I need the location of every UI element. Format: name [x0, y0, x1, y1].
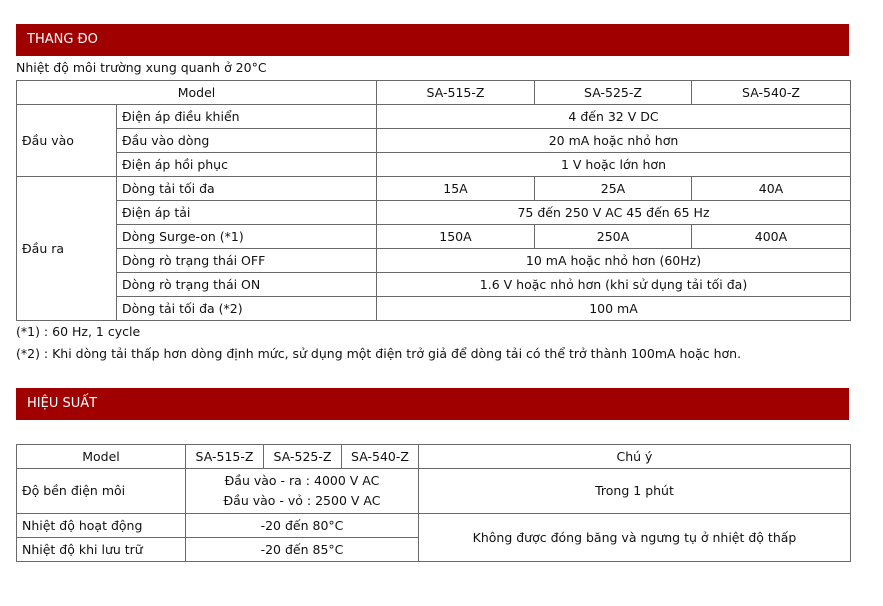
model-sa515: SA-515-Z: [377, 81, 535, 105]
row-value: 100 mA: [377, 297, 851, 321]
table-row: [17, 297, 851, 321]
table-row: [17, 469, 851, 514]
table-row: [17, 249, 851, 273]
table-row: [17, 105, 851, 129]
row-label: Điện áp tải: [117, 201, 377, 225]
row-value: 4 đến 32 V DC: [377, 105, 851, 129]
output-group-label: Đầu ra: [17, 177, 117, 321]
row-note: Trong 1 phút: [419, 469, 851, 514]
row-label: Độ bền điện môi: [17, 469, 186, 514]
cell-value: 250A: [535, 225, 692, 249]
model-sa525: SA-525-Z: [264, 445, 342, 469]
cell-value: 25A: [535, 177, 692, 201]
table-header-row: [17, 81, 851, 105]
row-value: 20 mA hoặc nhỏ hơn: [377, 129, 851, 153]
row-label: Đầu vào dòng: [117, 129, 377, 153]
table-header-row: [17, 445, 851, 469]
table-row: [17, 153, 851, 177]
row-label: Nhiệt độ hoạt động: [17, 514, 186, 538]
row-label: Dòng tải tối đa: [117, 177, 377, 201]
dielectric-values: [186, 469, 419, 514]
row-value: 10 mA hoặc nhỏ hơn (60Hz): [377, 249, 851, 273]
footnote-1: (*1) : 60 Hz, 1 cycle: [16, 324, 141, 339]
row-label: Điện áp điều khiển: [117, 105, 377, 129]
section-title: HIỆU SUẤT: [27, 396, 98, 411]
table-row: [17, 514, 851, 538]
model-sa515: SA-515-Z: [186, 445, 264, 469]
row-label: Dòng Surge-on (*1): [117, 225, 377, 249]
row-value: -20 đến 80°C: [186, 514, 419, 538]
row-label: Dòng rò trạng thái ON: [117, 273, 377, 297]
model-sa525: SA-525-Z: [535, 81, 692, 105]
row-label: Nhiệt độ khi lưu trữ: [17, 538, 186, 562]
model-header: Model: [17, 81, 377, 105]
row-value: 1.6 V hoặc nhỏ hơn (khi sử dụng tải tối đa): [377, 273, 851, 297]
row-label: Dòng tải tối đa (*2): [117, 297, 377, 321]
cell-value: 40A: [692, 177, 851, 201]
cell-value: 150A: [377, 225, 535, 249]
section-header-range: [16, 24, 849, 56]
section-title: THANG ĐO: [27, 32, 98, 47]
table-row: [17, 201, 851, 225]
ambient-note: Nhiệt độ môi trường xung quanh ở 20°C: [16, 60, 267, 75]
row-label: Dòng rò trạng thái OFF: [117, 249, 377, 273]
model-header: Model: [17, 445, 186, 469]
range-table: [16, 80, 851, 321]
row-value: 1 V hoặc lớn hơn: [377, 153, 851, 177]
performance-table: [16, 444, 851, 562]
cell-value: 400A: [692, 225, 851, 249]
dielectric-line-2: Đầu vào - vỏ : 2500 V AC: [223, 493, 381, 508]
footnote-2: (*2) : Khi dòng tải thấp hơn dòng định mức, sử dụng một điện trở giả để dòng tải có thể trở thành 100mA hoặc hơn.: [16, 346, 742, 361]
model-sa540: SA-540-Z: [692, 81, 851, 105]
row-value: 75 đến 250 V AC 45 đến 65 Hz: [377, 201, 851, 225]
table-row: [17, 225, 851, 249]
model-sa540: SA-540-Z: [342, 445, 419, 469]
row-label: Điện áp hồi phục: [117, 153, 377, 177]
table-row: [17, 177, 851, 201]
dielectric-line-1: Đầu vào - ra : 4000 V AC: [224, 473, 380, 488]
table-row: [17, 273, 851, 297]
note-header: Chú ý: [419, 445, 851, 469]
cell-value: 15A: [377, 177, 535, 201]
row-value: -20 đến 85°C: [186, 538, 419, 562]
section-header-performance: [16, 388, 849, 420]
temperature-note: Không được đóng băng và ngưng tụ ở nhiệt độ thấp: [419, 514, 851, 562]
input-group-label: Đầu vào: [17, 105, 117, 177]
table-row: [17, 129, 851, 153]
